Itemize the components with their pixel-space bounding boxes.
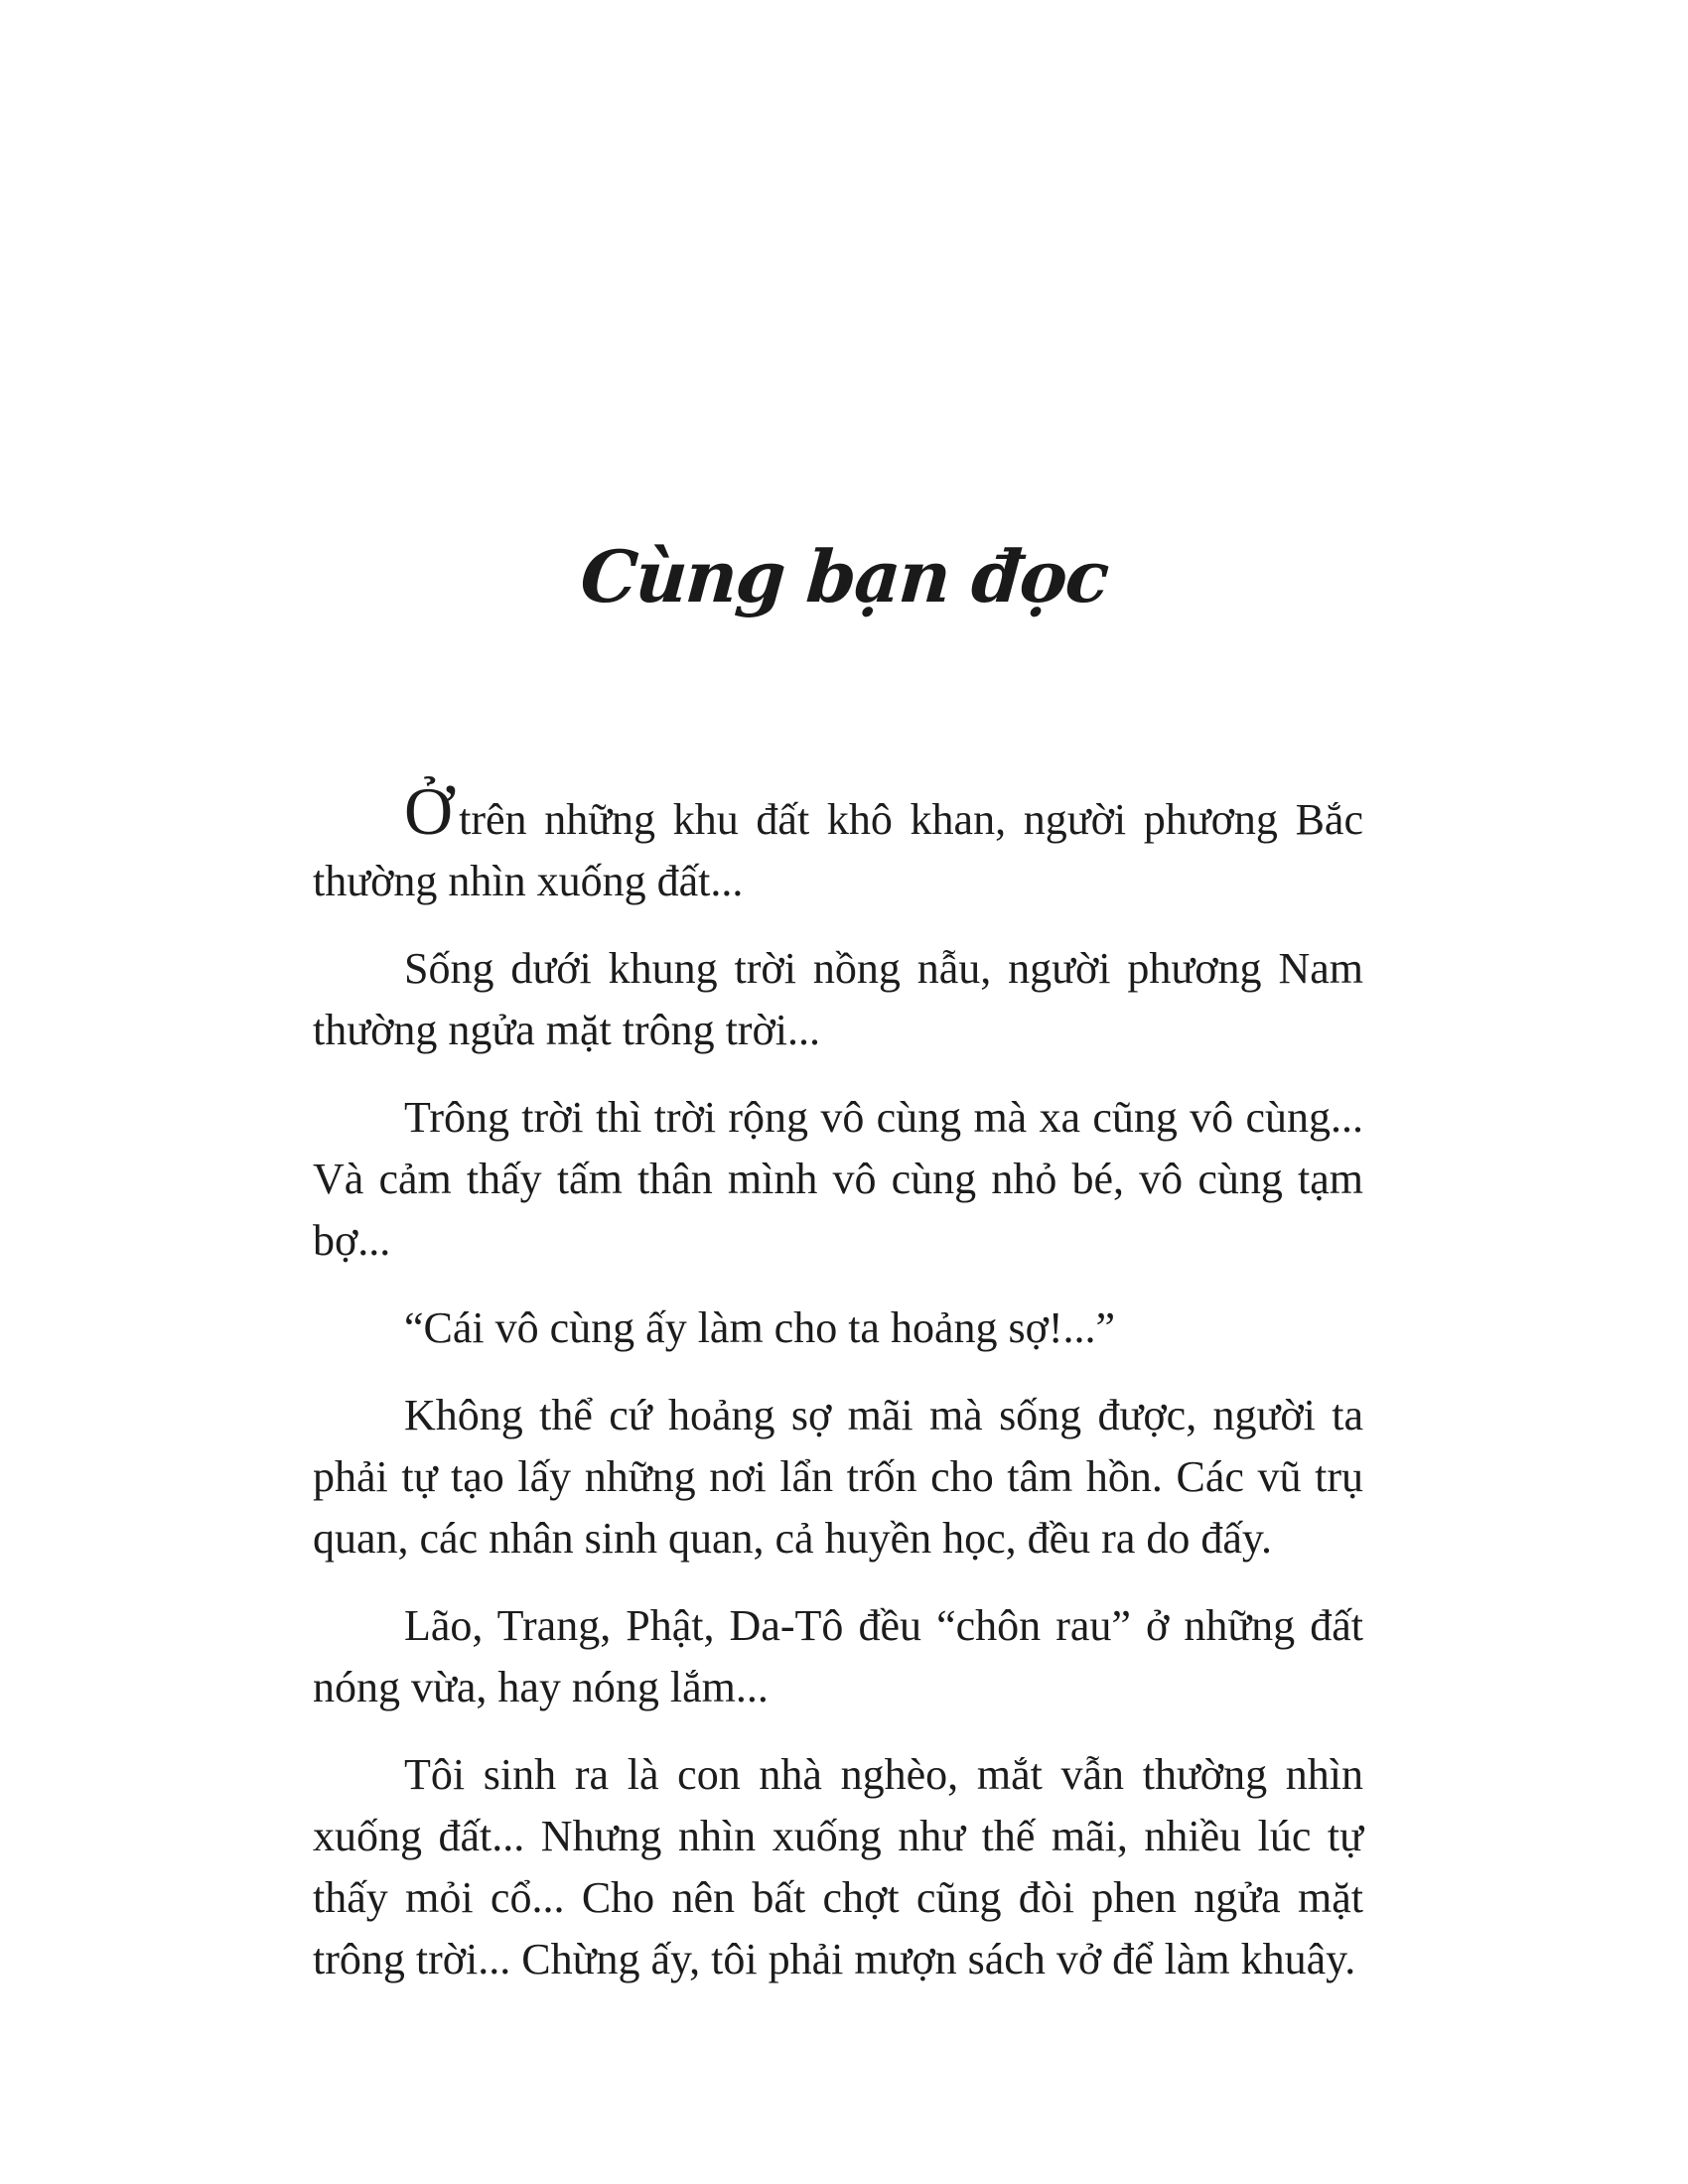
paragraph-text: Tôi sinh ra là con nhà nghèo, mắt vẫn thường nhìn xuống đất... Nhưng nhìn xuống như thế mãi, nhiều lúc tự thấy mỏi cổ... Cho nên bất chợt cũng đòi phen ngửa mặt trông trời... Chừng ấy, tôi phải mượn sách vở để làm khuây. bbox=[313, 1750, 1363, 1983]
paragraph bbox=[313, 938, 1363, 1061]
text-column bbox=[313, 773, 1363, 1990]
paragraph-text: “Cái vô cùng ấy làm cho ta hoảng sợ!...” bbox=[404, 1303, 1116, 1352]
paragraph-text: Lão, Trang, Phật, Da-Tô đều “chôn rau” ở những đất nóng vừa, hay nóng lắm... bbox=[313, 1601, 1363, 1711]
paragraph-text: Sống dưới khung trời nồng nẫu, người phương Nam thường ngửa mặt trông trời... bbox=[313, 944, 1363, 1054]
paragraph bbox=[313, 1744, 1363, 1990]
paragraph-text: Trông trời thì trời rộng vô cùng mà xa cũng vô cùng... Và cảm thấy tấm thân mình vô cùng nhỏ bé, vô cùng tạm bợ... bbox=[313, 1093, 1363, 1265]
paragraph-text: trên những khu đất khô khan, người phương Bắc thường nhìn xuống đất... bbox=[313, 795, 1363, 905]
page-title: Cùng bạn đọc bbox=[578, 534, 1110, 618]
paragraph bbox=[313, 1595, 1363, 1718]
paragraph bbox=[313, 1087, 1363, 1272]
drop-cap: Ở bbox=[404, 773, 454, 849]
paragraph bbox=[313, 1385, 1363, 1570]
paragraph-text: Không thể cứ hoảng sợ mãi mà sống được, người ta phải tự tạo lấy những nơi lẩn trốn cho tâm hồn. Các vũ trụ quan, các nhân sinh quan, cả huyền học, đều ra do đấy. bbox=[313, 1391, 1363, 1563]
paragraph bbox=[313, 773, 1363, 912]
paragraph bbox=[313, 1297, 1363, 1359]
